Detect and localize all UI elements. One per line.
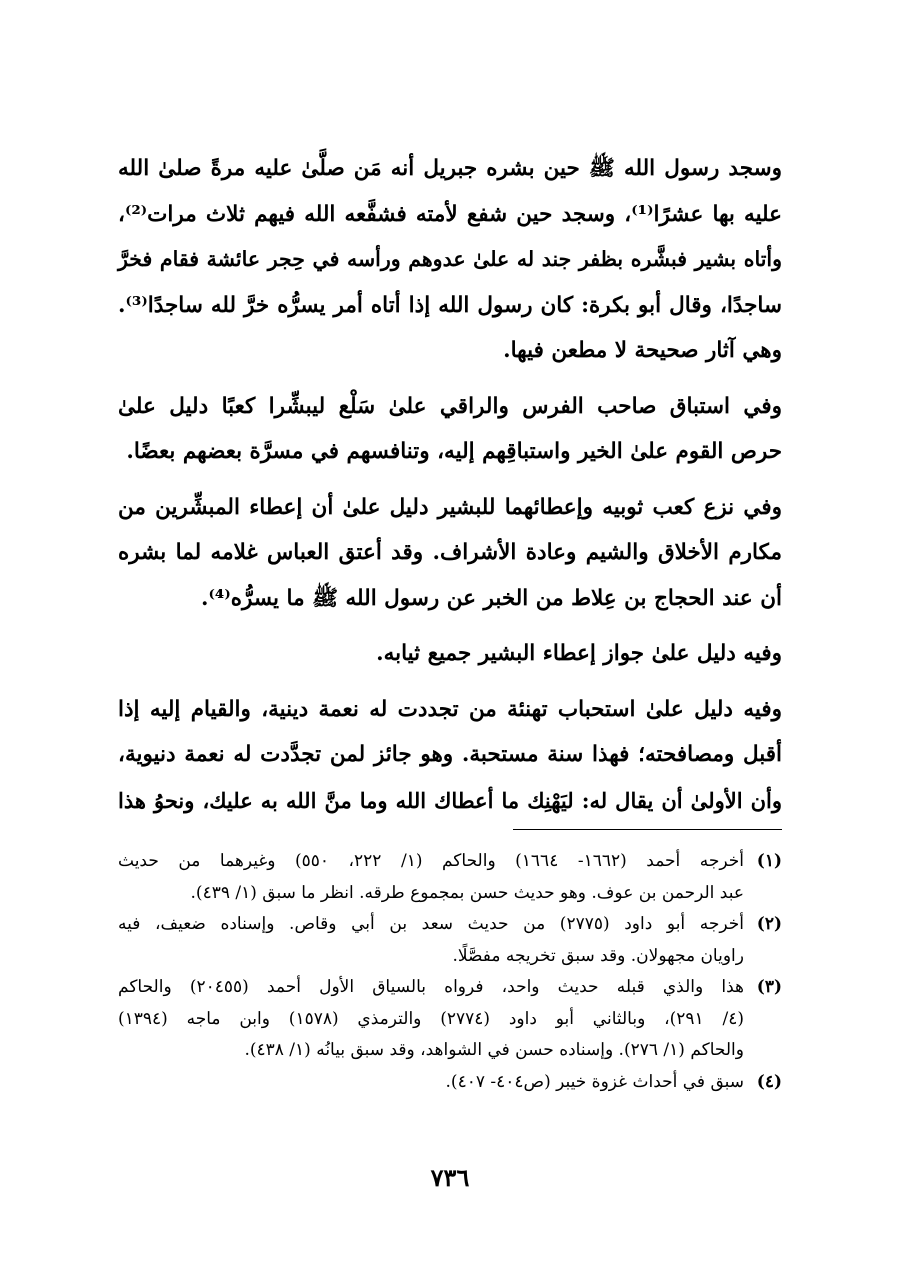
main-text xyxy=(118,146,782,833)
footnote-text xyxy=(118,1067,744,1099)
paragraph xyxy=(118,146,782,374)
text-line: ساجدًا، وقال أبو بكرة: كان رسول الله إذا أتاه أمر يسرُّه خرَّ لله ساجدًا⁽³⁾. xyxy=(118,292,782,318)
paragraph xyxy=(118,384,782,475)
footnote-line: (٤/ ٢٩١)، وبالثاني أبو داود (٢٧٧٤) والترمذي (١٥٧٨) وابن ماجه (١٣٩٤) xyxy=(118,1008,744,1029)
footnote-line: أخرجه أبو داود (٢٧٧٥) من حديث سعد بن أبي وقاص. وإسناده ضعيف، فيه xyxy=(118,914,745,934)
text-line: وفيه دليل علىٰ جواز إعطاء البشير جميع ثيابه. xyxy=(376,641,782,666)
footnote-number: (١) xyxy=(756,851,782,871)
footnote-line: عبد الرحمن بن عوف. وهو حديث حسن بمجموع طرقه. انظر ما سبق (١/ ٤٣٩). xyxy=(190,882,744,903)
text-line: عليه بها عشرًا⁽¹⁾، وسجد حين شفع لأمته فشفَّعه الله فيهم ثلاث مرات⁽²⁾، xyxy=(118,201,782,227)
footnote-number: (٣) xyxy=(756,977,782,997)
page-number: ٧٣٦ xyxy=(430,1163,470,1192)
text-line: أن عند الحجاج بن عِلاط من الخبر عن رسول الله ﷺ ما يسرُّه⁽⁴⁾. xyxy=(201,585,782,611)
footnote-text xyxy=(118,972,744,1067)
footnote-separator xyxy=(513,829,782,830)
footnote-text xyxy=(118,909,744,972)
text-line: وأتاه بشير فبشَّره بظفر جند له علىٰ عدوهم ورأسه في حِجر عائشة فقام فخرَّ xyxy=(118,247,782,271)
footnote-line: راويان مجهولان. وقد سبق تخريجه مفصَّلًا. xyxy=(452,945,744,966)
text-line: وفي نزع كعب ثوبيه وإعطائهما للبشير دليل علىٰ أن إعطاء المبشِّرين من xyxy=(118,494,782,520)
footnote-line: والحاكم (١/ ٢٧٦). وإسناده حسن في الشواهد، وقد سبق بيانُه (١/ ٤٣٨). xyxy=(244,1040,744,1060)
footnote xyxy=(118,972,782,1067)
footnote-line: هذا والذي قبله حديث واحد، فرواه بالسياق الأول أحمد (٢٠٤٥٥) والحاكم xyxy=(118,977,744,997)
footnote-number: (٢) xyxy=(756,914,782,934)
paragraph xyxy=(118,687,782,824)
footnotes xyxy=(118,846,782,1098)
text-line: مكارم الأخلاق والشيم وعادة الأشراف. وقد أعتق العباس غلامه لما بشره xyxy=(118,540,782,565)
footnote xyxy=(118,1067,782,1099)
text-line: وفي استباق صاحب الفرس والراقي علىٰ سَلْع ليبشِّرا كعبًا دليل علىٰ xyxy=(118,393,782,419)
text-line: وفيه دليل علىٰ استحباب تهنئة من تجددت له نعمة دينية، والقيام إليه إذا xyxy=(118,696,782,722)
footnote-text xyxy=(118,846,744,909)
text-line: أقبل ومصافحته؛ فهذا سنة مستحبة. وهو جائز لمن تجدَّدت له نعمة دنيوية، xyxy=(118,742,782,767)
footnote-line: أخرجه أحمد (١٦٦٢- ١٦٦٤) والحاكم (١/ ٢٢٢، ٥٥٠) وغيرهما من حديث xyxy=(118,851,744,871)
footnote xyxy=(118,909,782,972)
footnote-number: (٤) xyxy=(756,1071,782,1092)
text-line: وسجد رسول الله ﷺ حين بشره جبريل أنه مَن صلَّىٰ عليه مرةً صلىٰ الله xyxy=(118,156,782,181)
text-line: وأن الأولىٰ أن يقال له: ليَهْنِك ما أعطاك الله وما منَّ الله به عليك، ونحوُ هذا xyxy=(118,787,782,813)
paragraph xyxy=(118,485,782,622)
footnote-line: سبق في أحداث غزوة خيبر (ص٤٠٤- ٤٠٧). xyxy=(445,1071,744,1092)
paragraph xyxy=(118,631,782,677)
footnote xyxy=(118,846,782,909)
text-line: وهي آثار صحيحة لا مطعن فيها. xyxy=(503,338,782,363)
text-line: حرص القوم علىٰ الخير واستباقِهم إليه، وتنافسهم في مسرَّة بعضهم بعضًا. xyxy=(126,439,782,464)
